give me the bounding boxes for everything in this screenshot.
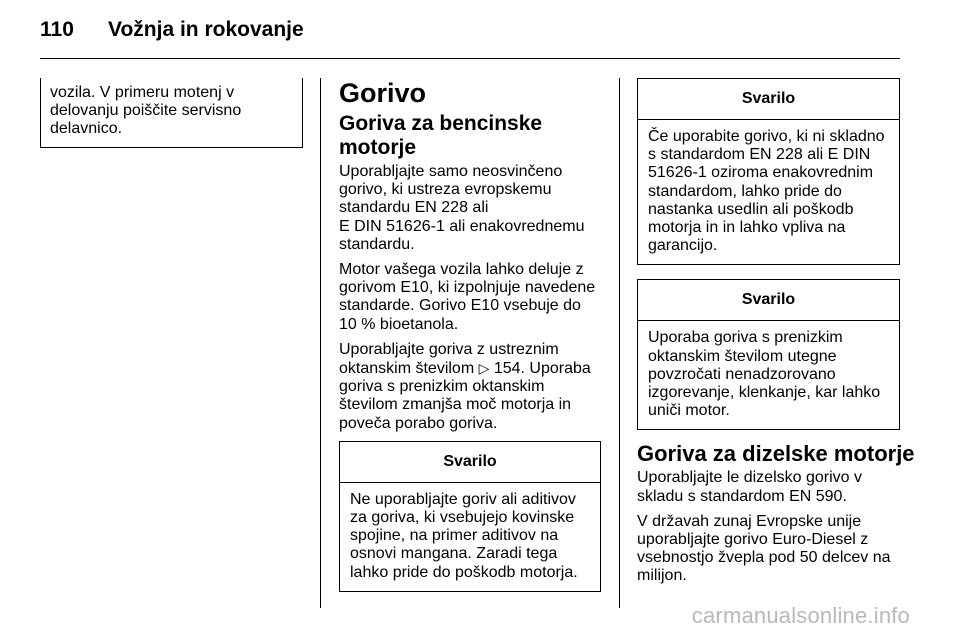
column-2: [339, 78, 604, 592]
paragraph: [339, 341, 604, 433]
text-line: V državah zunaj Evropske unije: [637, 512, 862, 530]
triangle-arrow-icon[interactable]: ▷: [478, 360, 490, 377]
page-number: 110: [40, 18, 74, 41]
paragraph: [339, 163, 604, 254]
text-line: uporabljajte gorivo Euro-Diesel z: [637, 531, 869, 549]
cross-reference-page[interactable]: 154. Uporaba: [489, 360, 591, 378]
text-fragment: oktanskim številom: [339, 360, 479, 378]
paragraph: [637, 469, 902, 505]
text-line: 10 % bioetanola.: [339, 315, 459, 333]
text-line: poveča porabo goriva.: [339, 414, 498, 432]
text-line: številom zmanjša moč motorja in: [339, 396, 572, 414]
text-line: osnovi mangana. Zaradi tega: [350, 545, 558, 563]
text-line: povzročati nenadzorovano: [648, 365, 836, 383]
warning-box: [637, 279, 900, 430]
continuation-line: delovanju poiščite servisno: [50, 102, 242, 120]
text-line: vsebnostjo žvepla pod 50 delcev na: [637, 549, 891, 567]
text-line: Uporaba goriva s prenizkim: [648, 329, 843, 347]
header-rule: [40, 58, 900, 59]
text-line: standardu.: [339, 235, 415, 253]
text-line: 51626-1 oziroma enakovrednim: [648, 164, 874, 182]
text-line: motorja in in lahko vpliva na: [648, 219, 846, 237]
warning-heading: Svarilo: [638, 79, 899, 120]
paragraph: [339, 261, 604, 334]
text-line: nastanka usedlin ali poškodb: [648, 200, 854, 218]
text-line: izgorevanje, klenkanje, kar lahko: [648, 384, 881, 402]
warning-box: [339, 441, 601, 592]
text-line: Uporabljajte le dizelsko gorivo v: [637, 469, 862, 487]
text-line: Uporabljajte goriva z ustreznim: [339, 340, 559, 358]
text-line: Uporabljajte samo neosvinčeno: [339, 163, 563, 180]
text-line: standardom, lahko pride do: [648, 182, 842, 200]
text-line: skladu s standardom EN 590.: [637, 487, 847, 505]
warning-body: [638, 120, 899, 264]
warning-body: [638, 321, 899, 429]
section-title: Gorivo: [339, 78, 427, 108]
text-line: gorivom E10, ki izpolnjuje navedene: [339, 279, 596, 297]
text-line: Če uporabite gorivo, ki ni skladno: [648, 128, 885, 145]
text-line: s standardom EN 228 ali E DIN: [648, 146, 871, 164]
column-divider-left: [320, 78, 321, 608]
text-line: za goriva, ki vsebujejo kovinske: [350, 509, 575, 527]
text-line: oktanskim številom utegne: [648, 347, 837, 365]
text-line: standarde. Gorivo E10 vsebuje do: [339, 297, 581, 315]
text-line: garancijo.: [648, 237, 718, 255]
warning-box: [637, 78, 900, 265]
text-line: E DIN 51626-1 ali enakovrednemu: [339, 217, 585, 235]
watermark: carmanualsonline.info: [691, 603, 910, 628]
subsection-title-line: motorje: [339, 136, 417, 159]
warning-body: [340, 483, 600, 591]
warning-heading: Svarilo: [638, 280, 899, 321]
subsection-title: [339, 112, 604, 160]
warning-continuation-box: [40, 78, 303, 148]
column-3: [637, 78, 915, 593]
text-line: standardu EN 228 ali: [339, 199, 489, 217]
page-title: Vožnja in rokovanje: [108, 18, 304, 41]
column-divider-right: [619, 78, 620, 608]
text-line: Ne uporabljajte goriv ali aditivov: [350, 490, 576, 508]
warning-heading: Svarilo: [340, 442, 600, 483]
subsection-title: Goriva za dizelske motorje: [637, 441, 915, 467]
text-line: lahko pride do poškodb motorja.: [350, 563, 578, 581]
continuation-line: delavnico.: [50, 120, 123, 138]
paragraph: [637, 513, 902, 586]
text-line: milijon.: [637, 567, 687, 585]
text-line: Motor vašega vozila lahko deluje z: [339, 261, 584, 279]
text-line: spojine, na primer aditivov na: [350, 527, 559, 545]
text-line: uniči motor.: [648, 402, 730, 420]
column-1: [40, 78, 303, 148]
text-line: goriva s prenizkim oktanskim: [339, 378, 545, 396]
subsection-title-line: Goriva za bencinske: [339, 112, 543, 135]
text-line: gorivo, ki ustreza evropskemu: [339, 181, 552, 199]
continuation-line: vozila. V primeru motenj v: [50, 84, 235, 101]
